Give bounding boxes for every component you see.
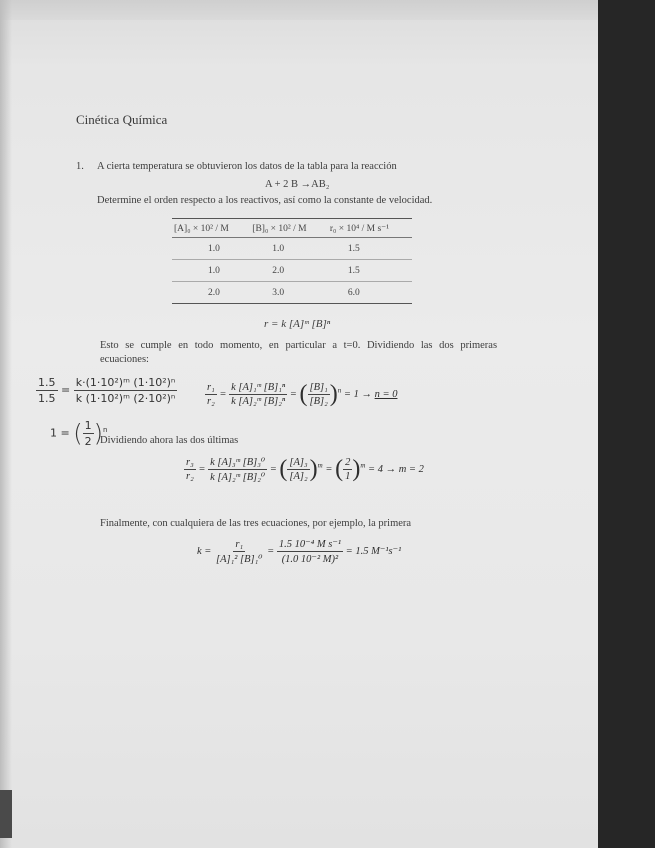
handwritten-left-fraction: $\frac{1.5}{1.5}$ <box>38 376 56 405</box>
paragraph-3: Finalmente, con cualquiera de las tres ecuaciones, por ejemplo, la primera <box>100 518 412 529</box>
table-cell: 1.5 <box>328 238 412 260</box>
page-top-shadow <box>0 0 598 20</box>
table-cell: 1.0 <box>250 238 328 260</box>
order-b-answer: n = 0 <box>374 388 398 400</box>
question-instruction: Determine el orden respecto a los reactivos, así como la constante de velocidad. <box>97 195 433 206</box>
table-cell: 1.5 <box>328 260 412 282</box>
handwritten-half-fraction: $\frac{1}{2}$ <box>84 419 92 448</box>
paragraph-2: Dividiendo ahora las dos últimas <box>100 435 239 446</box>
table-row <box>172 238 412 260</box>
equation-rate-constant: k = $\frac{\text{r₁}}{\text{[A]₁² [B]₁⁰}}$ = $\frac{\text{1.5 10⁻⁴ M s⁻¹}}{\text{(1.0 10⁻² M)²}}$ = 1.5 M⁻¹s⁻¹ <box>197 538 402 565</box>
question-number: 1. <box>76 161 84 172</box>
binder-clip <box>0 790 12 838</box>
handwritten-equation: $\frac{1.5}{1.5}$ = $\frac{\text{k·(1·10²)ᵐ (1·10²)ⁿ}}{\text{k (1·10²)ᵐ (2·10²)ⁿ}}$ <box>38 376 176 405</box>
equation-order-b: $\frac{\text{r₁}}{\text{r₂}}$ = $\frac{\text{k [A]₁ᵐ [B]₁ⁿ}}{\text{k [A]₂ᵐ [B]₂ⁿ}}$ = ( $\frac{\text{[B]₁}}{\text{[B]₂}}$ )$^n$ = 1 → n = 0 <box>207 381 398 407</box>
table-cell: 1.0 <box>172 238 250 260</box>
table-cell: 1.0 <box>172 260 250 282</box>
table-row <box>172 282 412 304</box>
table-cell: 3.0 <box>250 282 328 304</box>
column-header-rate: r₀ × 10⁴ / M s⁻¹ <box>328 219 412 238</box>
table-header-row <box>172 219 412 238</box>
table-cell: 6.0 <box>328 282 412 304</box>
table-cell: 2.0 <box>172 282 250 304</box>
column-header-b: [B]₀ × 10² / M <box>250 219 328 238</box>
handwritten-right-fraction: $\frac{\text{k·(1·10²)ᵐ (1·10²)ⁿ}}{\text{k (1·10²)ᵐ (2·10²)ⁿ}}$ <box>75 376 176 405</box>
equation-order-a: $\frac{\text{r₃}}{\text{r₂}}$ = $\frac{\text{k [A]₃ᵐ [B]₃⁰}}{\text{k [A]₂ᵐ [B]₂⁰}}$ = ( $\frac{\text{[A]₃}}{\text{[A]₂}}$ )$^m$ = ( $\frac{2}{1}$ )$^m$ = 4 → m = 2 <box>186 456 424 483</box>
page-edge-shadow <box>0 0 12 848</box>
column-header-a: [A]₀ × 10² / M <box>172 219 250 238</box>
data-table <box>172 218 412 304</box>
question-text: A cierta temperatura se obtuvieron los datos de la tabla para la reacción <box>97 161 397 172</box>
handwritten-result: 1 = ( $\frac{1}{2}$ )$^n$ <box>50 419 108 448</box>
reaction-equation: A + 2 B →AB₂ <box>265 179 330 190</box>
rate-law: r = k [A]ᵐ [B]ⁿ <box>264 318 331 330</box>
table-row <box>172 260 412 282</box>
document-title: Cinética Química <box>76 112 168 127</box>
paragraph-1-line-2: ecuaciones: <box>100 354 149 365</box>
table-cell: 2.0 <box>250 260 328 282</box>
paragraph-1-line-1: Esto se cumple en todo momento, en particular a t=0. Dividiendo las dos primeras <box>100 340 498 351</box>
